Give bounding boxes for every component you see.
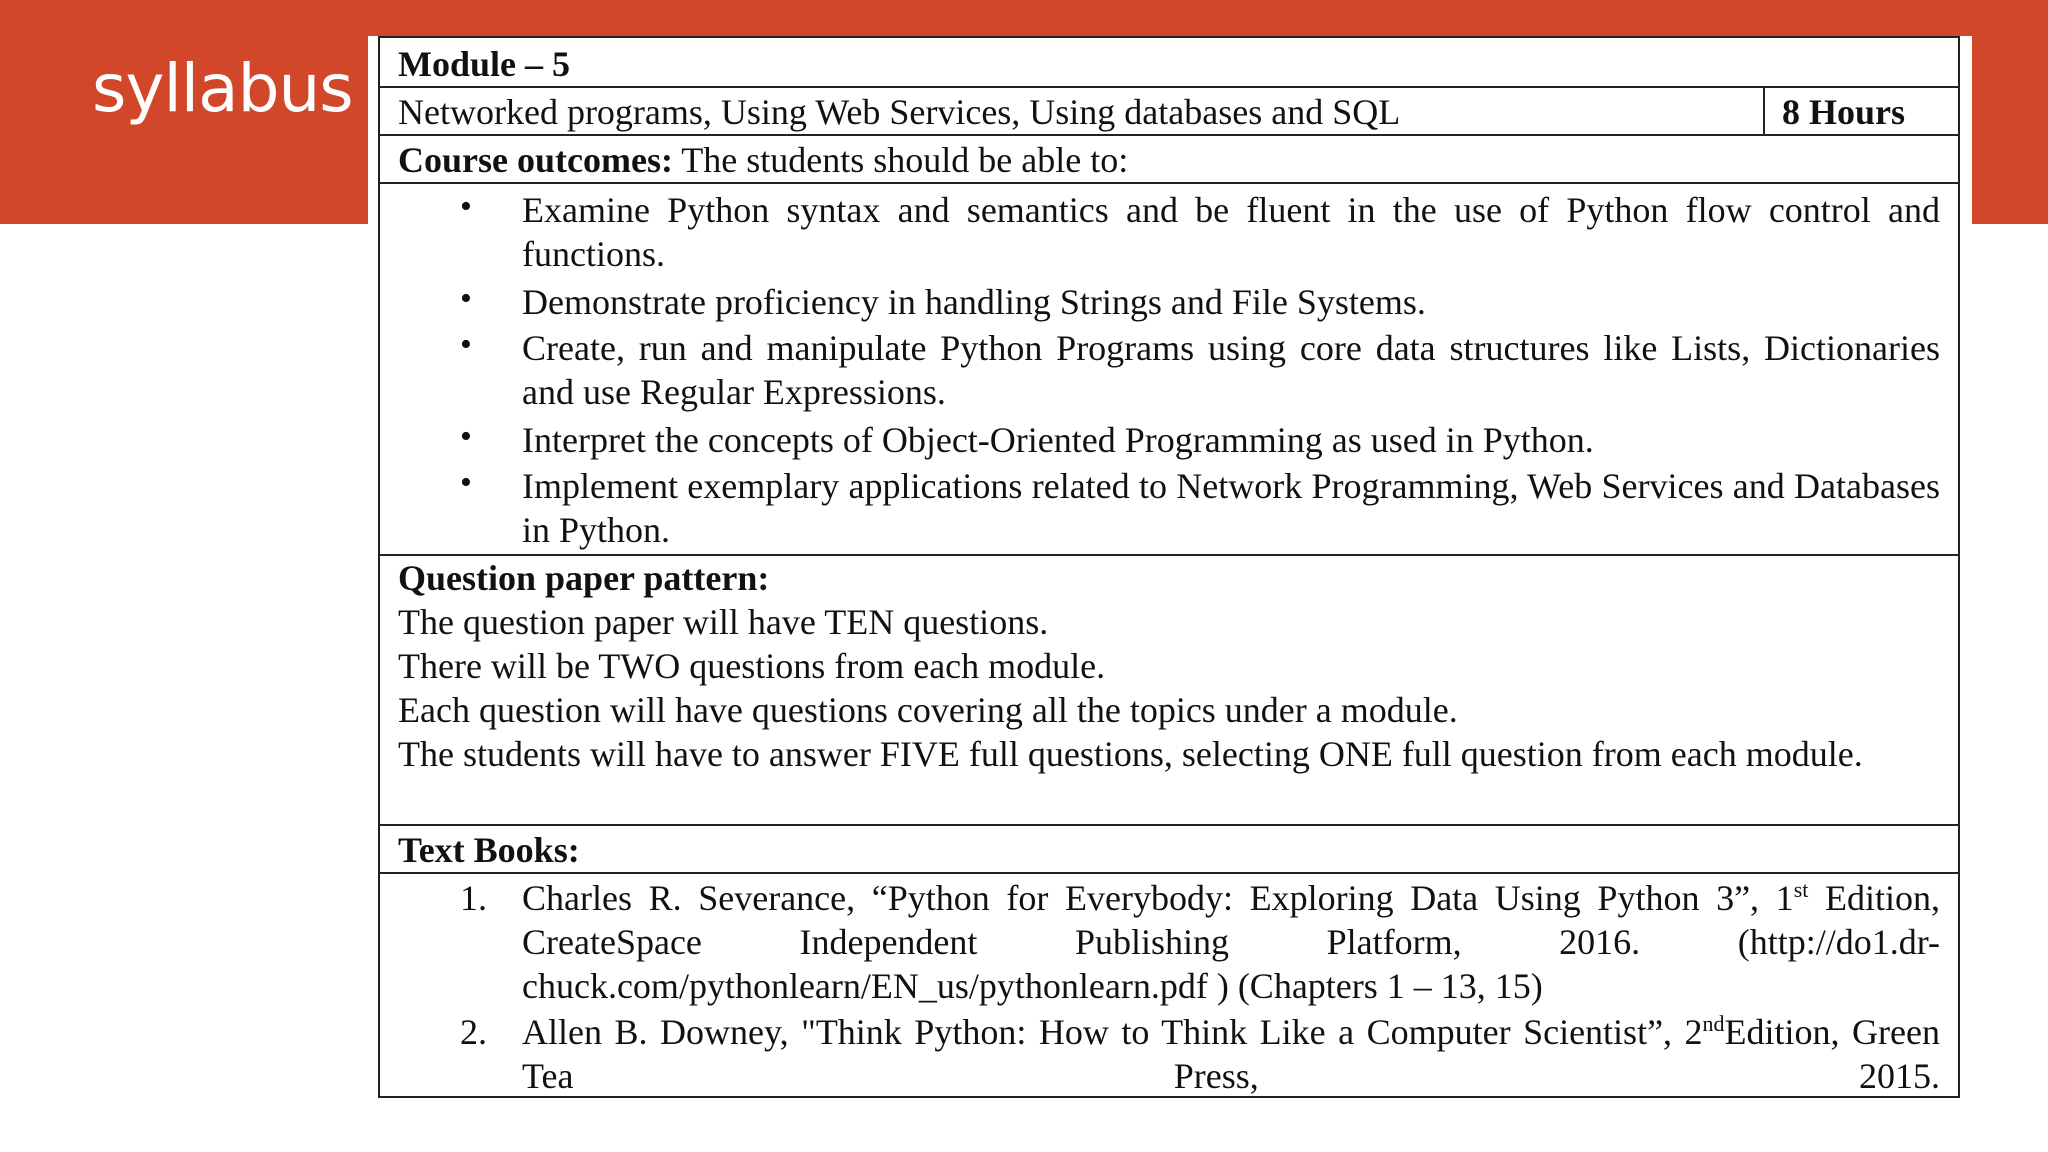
- question-paper-line: Each question will have questions covering all the topics under a module.: [398, 690, 1458, 730]
- question-paper-section: [380, 556, 1958, 826]
- module-heading-row: [380, 38, 1958, 88]
- question-paper-line: The question paper will have TEN questions.: [398, 602, 1049, 642]
- book-citation-text: Edition, Green Tea Press, 2015.: [522, 1012, 1940, 1096]
- course-outcomes-intro: The students should be able to:: [672, 140, 1129, 180]
- book-citation-text: Edition, CreateSpace Independent Publishing Platform, 2016. (http://do1.dr-chuck.com/pythonlearn/EN_us/pythonlearn.pdf ) (Chapters 1 – 13, 15): [522, 878, 1940, 1006]
- outcome-text: Interpret the concepts of Object-Oriented Programming as used in Python.: [522, 420, 1594, 460]
- bullet-icon: •: [460, 326, 472, 363]
- outcomes-list: [380, 184, 1958, 556]
- book-edition-suffix: st: [1793, 877, 1809, 902]
- bullet-icon: •: [460, 418, 472, 455]
- book-edition-suffix: nd: [1702, 1011, 1725, 1036]
- course-outcomes-label: Course outcomes:: [398, 140, 673, 180]
- course-outcomes-line: [398, 138, 1128, 182]
- bullet-icon: •: [460, 280, 472, 317]
- course-outcomes-row: [380, 136, 1958, 184]
- module-topics-row: [380, 88, 1958, 136]
- question-paper-line: The students will have to answer FIVE full questions, selecting ONE full question from each module.: [398, 734, 1863, 774]
- outcome-text: Implement exemplary applications related to Network Programming, Web Services and Databases in Python.: [522, 466, 1940, 550]
- book-citation: [522, 876, 1940, 1008]
- outcome-text: Examine Python syntax and semantics and be fluent in the use of Python flow control and functions.: [522, 190, 1940, 274]
- book-citation-text: Allen B. Downey, "Think Python: How to Think Like a Computer Scientist”, 2: [522, 1012, 1703, 1052]
- book-number: 1.: [460, 878, 487, 918]
- book-citation-text: Charles R. Severance, “Python for Everybody: Exploring Data Using Python 3”, 1: [522, 878, 1794, 918]
- outcome-text: Create, run and manipulate Python Programs using core data structures like Lists, Dictionaries and use Regular Expressions.: [522, 328, 1940, 412]
- text-books-list: [380, 874, 1958, 1098]
- question-paper-heading: Question paper pattern:: [398, 558, 770, 598]
- book-citation: [522, 1010, 1940, 1098]
- hours-divider: [1763, 88, 1765, 134]
- bullet-icon: •: [460, 188, 472, 225]
- module-hours: 8 Hours: [1782, 92, 1906, 132]
- accent-panel: [1972, 0, 2048, 224]
- book-number: 2.: [460, 1012, 487, 1052]
- bullet-icon: •: [460, 464, 472, 501]
- text-books-heading-row: [380, 826, 1958, 874]
- syllabus-document: [378, 36, 1960, 1098]
- module-heading: Module – 5: [398, 44, 571, 84]
- module-topics: Networked programs, Using Web Services, Using databases and SQL: [398, 92, 1401, 132]
- text-books-heading: Text Books:: [398, 830, 580, 870]
- slide-title: syllabus: [92, 50, 353, 127]
- question-paper-line: There will be TWO questions from each module.: [398, 646, 1106, 686]
- outcome-text: Demonstrate proficiency in handling Strings and File Systems.: [522, 282, 1426, 322]
